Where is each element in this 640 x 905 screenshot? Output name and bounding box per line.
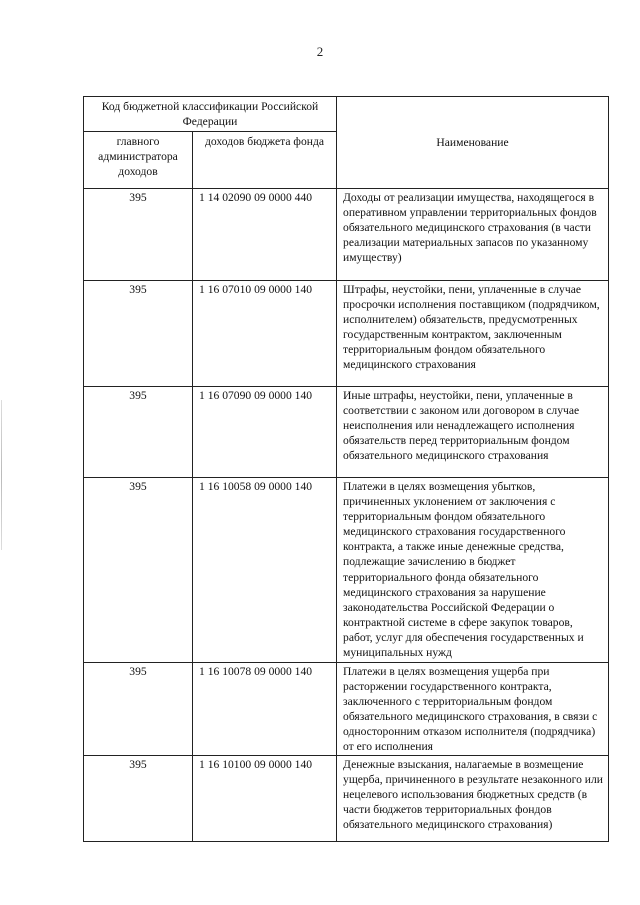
scan-edge-mark <box>1 400 2 550</box>
admin-code-cell: 395 <box>84 189 193 281</box>
table-row <box>84 478 609 663</box>
budget-classification-table <box>83 96 609 842</box>
income-name-cell: Денежные взыскания, налагаемые в возмещение ущерба, причиненного в результате незаконного или нецелевого использования бюджетных средств (в части бюджетов территориальных фондов обязательного медицинского страхования) <box>337 755 609 841</box>
admin-code-cell: 395 <box>84 281 193 387</box>
income-code-cell: 1 16 10058 09 0000 140 <box>193 478 337 663</box>
income-code-cell: 1 16 10100 09 0000 140 <box>193 755 337 841</box>
header-admin: главного администратора доходов <box>84 132 193 189</box>
income-name-cell: Штрафы, неустойки, пени, уплаченные в случае просрочки исполнения поставщиком (подрядчиком, исполнителем) обязательств, предусмотренных государственным контрактом, заключенным территориальным фондом обязательного медицинского страхования <box>337 281 609 387</box>
table-row <box>84 281 609 387</box>
header-classification-code: Код бюджетной классификации Российской Федерации <box>84 97 337 132</box>
table-row <box>84 663 609 756</box>
admin-code-cell: 395 <box>84 387 193 478</box>
table-row <box>84 755 609 841</box>
admin-code-cell: 395 <box>84 478 193 663</box>
income-code-cell: 1 16 10078 09 0000 140 <box>193 663 337 756</box>
header-income-code: доходов бюджета фонда <box>193 132 337 189</box>
income-name-cell: Иные штрафы, неустойки, пени, уплаченные в соответствии с законом или договором в случае неисполнения или ненадлежащего исполнения обязательств перед территориальным фондом обязательного медицинского страхования <box>337 387 609 478</box>
table-header-row <box>84 97 609 132</box>
admin-code-cell: 395 <box>84 755 193 841</box>
header-name: Наименование <box>337 97 609 189</box>
table-row <box>84 189 609 281</box>
income-name-cell: Платежи в целях возмещения ущерба при расторжении государственного контракта, заключенного с территориальным фондом обязательного медицинского страхования, в связи с односторонним отказом исполнителя (подрядчика) от его исполнения <box>337 663 609 756</box>
income-name-cell: Доходы от реализации имущества, находящегося в оперативном управлении территориальных фондов обязательного медицинского страхования (в части реализации материальных запасов по указанному имуществу) <box>337 189 609 281</box>
income-name-cell: Платежи в целях возмещения убытков, причиненных уклонением от заключения с территориальным фондом обязательного медицинского страхования государственного контракта, а также иные денежные средства, подлежащие зачислению в бюджет территориального фонда обязательного медицинского страхования за нарушение законодательства Российской Федерации о контрактной системе в сфере закупок товаров, работ, услуг для обеспечения государственных и муниципальных нужд <box>337 478 609 663</box>
page-number: 2 <box>316 44 324 59</box>
table-row <box>84 387 609 478</box>
admin-code-cell: 395 <box>84 663 193 756</box>
income-code-cell: 1 16 07010 09 0000 140 <box>193 281 337 387</box>
income-code-cell: 1 14 02090 09 0000 440 <box>193 189 337 281</box>
income-code-cell: 1 16 07090 09 0000 140 <box>193 387 337 478</box>
